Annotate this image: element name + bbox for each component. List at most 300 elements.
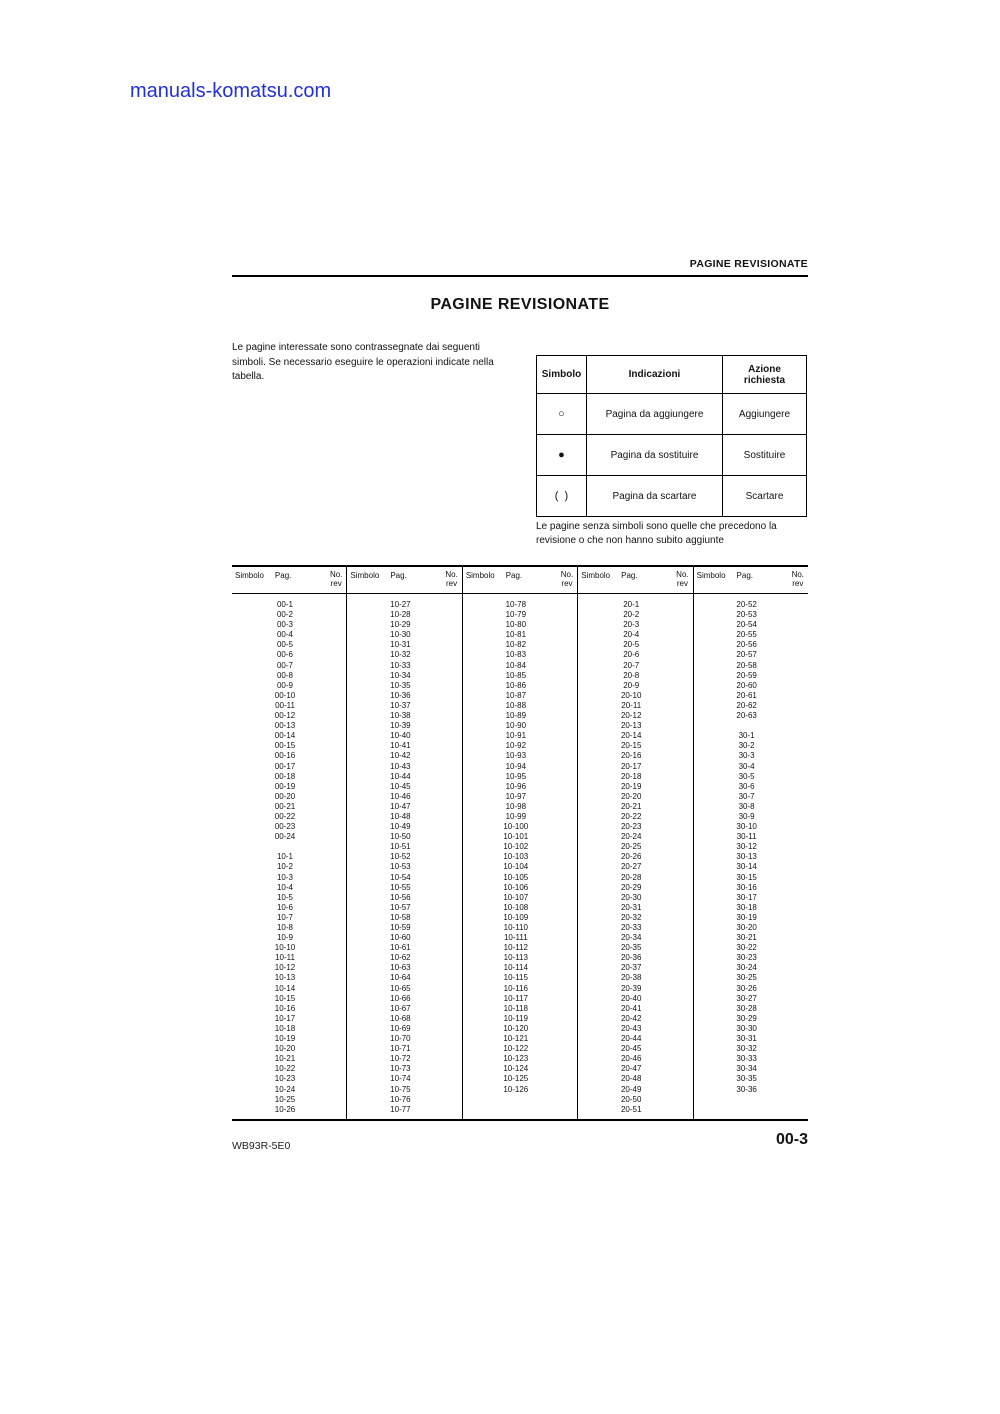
page-number: 10-42 bbox=[390, 751, 411, 761]
page-number bbox=[260, 842, 310, 852]
page-number: 10-95 bbox=[505, 771, 527, 781]
page-number: 10-55 bbox=[390, 882, 411, 892]
page-number: 10-30 bbox=[390, 630, 411, 640]
note-text: Le pagine senza simboli sono quelle che precedono la revisione o che non hanno subito aggiunte bbox=[536, 521, 777, 546]
col-header-rev: rev bbox=[561, 578, 573, 588]
page-number: 00-19 bbox=[274, 781, 296, 791]
page-number: 20-34 bbox=[620, 933, 642, 943]
page-number: 30-10 bbox=[736, 822, 757, 832]
page-number: 20-25 bbox=[620, 842, 642, 852]
page-number: 10-6 bbox=[276, 902, 293, 912]
page-number: 10-46 bbox=[390, 791, 411, 801]
page-number: 00-20 bbox=[274, 791, 296, 801]
page-number: 10-126 bbox=[503, 1084, 529, 1094]
page-number: 10-59 bbox=[390, 923, 411, 932]
pages-column-group-2 bbox=[347, 567, 462, 1119]
page-number: 20-44 bbox=[620, 1034, 642, 1044]
page-number: 20-55 bbox=[736, 630, 757, 640]
pages-column-header bbox=[347, 567, 461, 594]
pages-column-group-3 bbox=[463, 567, 578, 1119]
page-number: 20-37 bbox=[620, 963, 642, 973]
page-number: 10-64 bbox=[390, 973, 411, 983]
page-number: 10-31 bbox=[390, 640, 411, 650]
page-number: 00-7 bbox=[276, 660, 293, 670]
page-number: 10-14 bbox=[274, 983, 296, 993]
col-header-simbolo: Simbolo bbox=[235, 571, 264, 580]
pages-column-group-4 bbox=[578, 567, 693, 1119]
page-number: 10-69 bbox=[390, 1023, 411, 1033]
page-number: 20-19 bbox=[620, 781, 642, 791]
col-header-no: No. bbox=[676, 570, 689, 579]
col-header-rev: rev bbox=[330, 578, 342, 588]
col-header-pag: Pag. bbox=[274, 571, 292, 580]
page-number: 30-34 bbox=[736, 1064, 757, 1074]
page-number: 10-51 bbox=[390, 842, 411, 852]
page-number: 10-32 bbox=[390, 650, 411, 660]
page-number: 10-115 bbox=[503, 973, 528, 983]
page-number: 10-97 bbox=[505, 791, 527, 801]
page-number: 20-14 bbox=[620, 731, 642, 741]
page-number: 20-32 bbox=[620, 912, 642, 922]
intro-text: Le pagine interessate sono contrassegnate dai seguenti simboli. Se necessario eseguire le operazioni indicate nella tabella. bbox=[232, 342, 494, 382]
page-number: 20-61 bbox=[736, 690, 757, 700]
running-header: PAGINE REVISIONATE bbox=[689, 258, 808, 270]
page-number: 10-81 bbox=[505, 630, 527, 640]
page-number: 20-62 bbox=[736, 700, 757, 710]
page-number: 20-17 bbox=[620, 761, 642, 771]
page-number: 10-119 bbox=[503, 1013, 528, 1023]
page-number: 20-8 bbox=[623, 670, 640, 680]
page-number: 10-62 bbox=[390, 953, 411, 963]
page-number: 10-54 bbox=[390, 872, 411, 882]
col-header-simbolo: Simbolo bbox=[350, 571, 380, 580]
page-number: 00-2 bbox=[276, 610, 293, 620]
page-number: 10-44 bbox=[390, 771, 411, 781]
indicazione-add: Pagina da aggiungere bbox=[587, 394, 723, 435]
page-number: 30-5 bbox=[738, 771, 755, 781]
page-number: 10-72 bbox=[390, 1054, 411, 1064]
page-number: 20-63 bbox=[736, 711, 757, 721]
page-number-list bbox=[694, 594, 808, 1095]
page-number: 30-9 bbox=[738, 811, 755, 821]
page-number: 30-13 bbox=[736, 852, 757, 862]
page-number-list bbox=[232, 594, 346, 1115]
page-number: 20-12 bbox=[620, 711, 642, 721]
page-number: 10-101 bbox=[503, 832, 529, 842]
page-number: 10-103 bbox=[503, 852, 529, 862]
page-number: 00-18 bbox=[274, 771, 296, 781]
page-number-list bbox=[463, 594, 577, 1095]
col-header-simbolo: Simbolo bbox=[465, 571, 495, 580]
page-number: 10-80 bbox=[505, 620, 527, 630]
page-number: 10-7 bbox=[276, 912, 293, 922]
pages-column-header bbox=[232, 567, 346, 594]
col-header-pag: Pag. bbox=[505, 571, 523, 580]
page-number: 20-50 bbox=[620, 1094, 642, 1104]
page-number: 10-99 bbox=[505, 811, 527, 821]
page-number: 20-20 bbox=[620, 791, 642, 801]
page-number: 20-21 bbox=[620, 801, 642, 811]
col-header-no-rev bbox=[330, 571, 342, 588]
page-number: 10-71 bbox=[390, 1044, 411, 1054]
page-number: 10-29 bbox=[390, 620, 411, 630]
page-number: 10-121 bbox=[503, 1034, 529, 1044]
page-number: 10-91 bbox=[505, 731, 527, 741]
page-number: 10-98 bbox=[505, 801, 527, 811]
col-header-rev: rev bbox=[792, 578, 804, 588]
page-number: 00-1 bbox=[276, 600, 293, 609]
page-number: 20-11 bbox=[621, 700, 642, 710]
pages-column-group-5 bbox=[694, 567, 808, 1119]
col-header-pag: Pag. bbox=[736, 571, 753, 580]
col-header-no-rev bbox=[561, 571, 573, 588]
page-number: 20-22 bbox=[620, 811, 642, 821]
page-number: 20-43 bbox=[620, 1023, 642, 1033]
page-number: 10-1 bbox=[276, 852, 293, 862]
page-number: 10-2 bbox=[276, 862, 293, 872]
page-number: 30-25 bbox=[736, 973, 757, 983]
col-header-no: No. bbox=[445, 570, 458, 579]
page-number: 10-56 bbox=[390, 892, 411, 902]
pages-column-header bbox=[578, 567, 692, 594]
page-number: 10-49 bbox=[390, 822, 411, 832]
indicazione-replace: Pagina da sostituire bbox=[587, 435, 723, 476]
azione-discard: Scartare bbox=[723, 476, 807, 517]
page-number: 10-82 bbox=[505, 640, 527, 650]
page-number bbox=[722, 721, 772, 731]
page-number: 10-60 bbox=[390, 933, 411, 943]
replace-page-dot-icon: ● bbox=[537, 435, 587, 476]
page-number: 10-78 bbox=[505, 600, 527, 609]
page-number: 10-76 bbox=[390, 1094, 411, 1104]
page-number: 30-18 bbox=[736, 902, 757, 912]
page-number: 10-16 bbox=[274, 1003, 296, 1013]
page-number: 10-36 bbox=[390, 690, 411, 700]
page-number: 10-22 bbox=[274, 1064, 296, 1074]
page-number: 10-109 bbox=[503, 912, 529, 922]
page-number: 10-105 bbox=[503, 872, 529, 882]
page-number: 10-112 bbox=[503, 943, 528, 953]
page-number: 00-9 bbox=[276, 680, 293, 690]
page-number: 20-9 bbox=[623, 680, 640, 690]
pages-column-header bbox=[463, 567, 577, 594]
page-number: 20-49 bbox=[620, 1084, 642, 1094]
page-number: 10-92 bbox=[505, 741, 527, 751]
page-number: 10-8 bbox=[276, 923, 293, 932]
col-header-simbolo: Simbolo bbox=[581, 571, 611, 580]
page-number-list bbox=[578, 594, 692, 1115]
page-number: 10-4 bbox=[276, 882, 293, 892]
page-number: 00-13 bbox=[274, 721, 296, 731]
page-number: 10-26 bbox=[274, 1104, 296, 1114]
page-number: 10-74 bbox=[390, 1074, 411, 1084]
page-number: 20-59 bbox=[736, 670, 757, 680]
col-header-no-rev bbox=[676, 571, 688, 588]
symbol-table-header-simbolo: Simbolo bbox=[537, 356, 587, 394]
page-number: 10-20 bbox=[274, 1044, 296, 1054]
col-header-no-rev bbox=[792, 571, 804, 588]
page-number: 10-47 bbox=[390, 801, 411, 811]
page-number: 20-38 bbox=[620, 973, 642, 983]
page-number: 10-70 bbox=[390, 1034, 411, 1044]
symbol-table bbox=[536, 355, 807, 517]
page-number: 10-37 bbox=[390, 700, 411, 710]
page-number: 10-38 bbox=[390, 711, 411, 721]
azione-add: Aggiungere bbox=[723, 394, 807, 435]
page-number: 00-11 bbox=[275, 700, 295, 710]
page-number: 30-28 bbox=[736, 1003, 757, 1013]
page-number: 30-32 bbox=[736, 1044, 757, 1054]
symbol-table-header-azione: Azione richiesta bbox=[723, 356, 807, 394]
page-number: 10-89 bbox=[505, 711, 527, 721]
page-number: 10-87 bbox=[505, 690, 527, 700]
page-number: 10-40 bbox=[390, 731, 411, 741]
page-number: 00-10 bbox=[274, 690, 296, 700]
discard-page-parentheses-icon: ( ) bbox=[537, 476, 587, 517]
page-number: 10-66 bbox=[390, 993, 411, 1003]
page-number: 00-6 bbox=[276, 650, 293, 660]
page-number: 20-58 bbox=[736, 660, 757, 670]
page-number: 20-35 bbox=[620, 943, 642, 953]
page-number: 00-24 bbox=[274, 832, 296, 842]
page-number: 10-24 bbox=[274, 1084, 296, 1094]
page-number: 10-12 bbox=[274, 963, 296, 973]
symbol-table-row-add bbox=[537, 394, 807, 435]
page-number: 10-9 bbox=[276, 933, 293, 943]
page-number: 10-65 bbox=[390, 983, 411, 993]
page-number: 30-33 bbox=[736, 1054, 757, 1064]
page-number: 00-8 bbox=[276, 670, 293, 680]
page-number: 20-57 bbox=[736, 650, 757, 660]
page-number: 20-53 bbox=[736, 610, 757, 620]
page-number: 10-11 bbox=[275, 953, 295, 963]
page-number: 00-12 bbox=[274, 711, 296, 721]
page-number: 20-18 bbox=[620, 771, 642, 781]
page-number: 10-104 bbox=[503, 862, 529, 872]
page-number: 20-52 bbox=[736, 600, 757, 609]
symbol-table-row-replace bbox=[537, 435, 807, 476]
page-number: 10-85 bbox=[505, 670, 527, 680]
page-number: 10-39 bbox=[390, 721, 411, 731]
footer-model-code: WB93R-5E0 bbox=[232, 1140, 291, 1152]
page-number: 10-84 bbox=[505, 660, 527, 670]
page-number: 20-36 bbox=[620, 953, 642, 963]
page-number: 30-21 bbox=[736, 933, 757, 943]
page-number: 10-19 bbox=[274, 1034, 296, 1044]
page-number: 20-31 bbox=[620, 902, 642, 912]
page-number: 20-6 bbox=[623, 650, 640, 660]
page-number: 30-22 bbox=[736, 943, 757, 953]
page-number: 10-35 bbox=[390, 680, 411, 690]
page-number: 10-102 bbox=[503, 842, 529, 852]
page-number: 10-124 bbox=[503, 1064, 529, 1074]
page-number: 00-15 bbox=[274, 741, 296, 751]
page-number: 30-29 bbox=[736, 1013, 757, 1023]
page-number: 20-41 bbox=[620, 1003, 642, 1013]
page-number: 10-111 bbox=[503, 933, 528, 943]
symbol-table-row-discard bbox=[537, 476, 807, 517]
col-header-rev: rev bbox=[676, 578, 688, 588]
page-number: 30-20 bbox=[736, 923, 757, 932]
page-number: 10-18 bbox=[274, 1023, 296, 1033]
page-number: 30-26 bbox=[736, 983, 757, 993]
col-header-pag: Pag. bbox=[390, 571, 407, 580]
page-number: 10-67 bbox=[390, 1003, 411, 1013]
page-number: 10-33 bbox=[390, 660, 411, 670]
page-number: 10-120 bbox=[503, 1023, 529, 1033]
footer-page-number: 00-3 bbox=[775, 1131, 808, 1148]
page-number: 10-116 bbox=[503, 983, 528, 993]
page-number: 00-3 bbox=[276, 620, 293, 630]
page-number: 20-56 bbox=[736, 640, 757, 650]
page-number: 10-106 bbox=[503, 882, 529, 892]
page-number: 30-17 bbox=[736, 892, 757, 902]
page-number: 10-63 bbox=[390, 963, 411, 973]
page-number: 20-16 bbox=[620, 751, 642, 761]
page-number: 10-100 bbox=[503, 822, 529, 832]
col-header-no: No. bbox=[329, 570, 343, 579]
page-number: 30-30 bbox=[736, 1023, 757, 1033]
page-number: 20-30 bbox=[620, 892, 642, 902]
page-number: 20-27 bbox=[620, 862, 642, 872]
page-number: 30-35 bbox=[736, 1074, 757, 1084]
page-number: 20-29 bbox=[620, 882, 642, 892]
page-number: 10-17 bbox=[274, 1013, 296, 1023]
page-number: 20-40 bbox=[620, 993, 642, 1003]
page-number: 10-83 bbox=[505, 650, 527, 660]
page-number: 10-79 bbox=[505, 610, 527, 620]
page-number: 10-53 bbox=[390, 862, 411, 872]
add-page-circle-icon: ○ bbox=[537, 394, 587, 435]
page-number: 30-11 bbox=[736, 832, 757, 842]
page-number: 10-15 bbox=[274, 993, 296, 1003]
page-number: 20-15 bbox=[620, 741, 642, 751]
col-header-rev: rev bbox=[446, 578, 458, 588]
indicazione-discard: Pagina da scartare bbox=[587, 476, 723, 517]
page-number: 10-52 bbox=[390, 852, 411, 862]
page-number: 10-123 bbox=[503, 1054, 529, 1064]
page-number: 00-4 bbox=[276, 630, 293, 640]
page-number: 20-23 bbox=[620, 822, 642, 832]
page-number: 10-107 bbox=[503, 892, 529, 902]
page-number: 20-42 bbox=[620, 1013, 642, 1023]
page-number: 10-114 bbox=[503, 963, 528, 973]
page-number: 10-5 bbox=[276, 892, 293, 902]
page-number: 20-28 bbox=[620, 872, 642, 882]
page-number: 10-43 bbox=[390, 761, 411, 771]
page-number: 10-75 bbox=[390, 1084, 411, 1094]
pages-column-header bbox=[694, 567, 808, 594]
page-number: 30-4 bbox=[738, 761, 755, 771]
page-number: 10-86 bbox=[505, 680, 527, 690]
page-number: 10-125 bbox=[503, 1074, 529, 1084]
azione-replace: Sostituire bbox=[723, 435, 807, 476]
page-number: 20-5 bbox=[623, 640, 640, 650]
page-number: 10-45 bbox=[390, 781, 411, 791]
page-number: 10-108 bbox=[503, 902, 529, 912]
col-header-no: No. bbox=[560, 570, 574, 579]
page-number: 10-93 bbox=[505, 751, 527, 761]
page-number: 30-24 bbox=[736, 963, 757, 973]
revised-pages-table bbox=[232, 565, 808, 1121]
col-header-no: No. bbox=[791, 570, 805, 579]
page-number: 10-117 bbox=[503, 993, 528, 1003]
page-number: 30-36 bbox=[736, 1084, 757, 1094]
page-number: 30-19 bbox=[736, 912, 757, 922]
page-number: 10-96 bbox=[505, 781, 527, 791]
page-number: 20-39 bbox=[620, 983, 642, 993]
page-number: 10-25 bbox=[274, 1094, 296, 1104]
watermark-link[interactable]: manuals-komatsu.com bbox=[130, 80, 332, 102]
page-number: 10-3 bbox=[276, 872, 293, 882]
page-number: 20-48 bbox=[620, 1074, 642, 1084]
page-number: 30-6 bbox=[738, 781, 755, 791]
col-header-pag: Pag. bbox=[621, 571, 638, 580]
page-number: 20-13 bbox=[620, 721, 642, 731]
col-header-simbolo: Simbolo bbox=[696, 571, 726, 580]
page-number: 10-48 bbox=[390, 811, 411, 821]
page-number: 10-50 bbox=[390, 832, 411, 842]
page-number: 30-14 bbox=[736, 862, 757, 872]
page-number: 30-8 bbox=[738, 801, 755, 811]
page-number: 20-54 bbox=[736, 620, 757, 630]
page-number: 10-13 bbox=[274, 973, 296, 983]
page-number: 10-21 bbox=[274, 1054, 296, 1064]
page-number: 00-22 bbox=[274, 811, 296, 821]
page-number: 20-2 bbox=[623, 610, 640, 620]
page-number: 10-90 bbox=[505, 721, 527, 731]
page-number: 30-3 bbox=[738, 751, 755, 761]
page-number: 30-23 bbox=[736, 953, 757, 963]
page-number: 00-16 bbox=[274, 751, 296, 761]
page-number: 20-26 bbox=[620, 852, 642, 862]
page-number: 20-60 bbox=[736, 680, 757, 690]
page-number: 10-68 bbox=[390, 1013, 411, 1023]
symbol-table-header-indicazioni: Indicazioni bbox=[587, 356, 723, 394]
page-number: 20-24 bbox=[620, 832, 642, 842]
page-number: 00-5 bbox=[276, 640, 293, 650]
header-rule bbox=[232, 275, 808, 277]
page-number: 10-28 bbox=[390, 610, 411, 620]
page-number: 30-1 bbox=[738, 731, 755, 741]
page-number: 10-113 bbox=[503, 953, 528, 963]
page-number: 10-118 bbox=[503, 1003, 528, 1013]
page-number: 10-61 bbox=[390, 943, 411, 953]
page-number: 30-27 bbox=[736, 993, 757, 1003]
page-number: 10-110 bbox=[503, 923, 528, 932]
page-number: 20-7 bbox=[623, 660, 640, 670]
page-number: 10-10 bbox=[274, 943, 296, 953]
page-number: 10-27 bbox=[390, 600, 411, 609]
page-number: 30-15 bbox=[736, 872, 757, 882]
page-number: 20-3 bbox=[623, 620, 640, 630]
page-number: 30-12 bbox=[736, 842, 757, 852]
page-number: 10-73 bbox=[390, 1064, 411, 1074]
page-number: 10-41 bbox=[390, 741, 411, 751]
page-number-list bbox=[347, 594, 461, 1115]
page-number: 10-57 bbox=[390, 902, 411, 912]
page-number: 30-31 bbox=[736, 1034, 757, 1044]
page-number: 20-45 bbox=[620, 1044, 642, 1054]
page-number: 10-77 bbox=[390, 1104, 411, 1114]
symbol-table-header-row bbox=[537, 356, 807, 394]
page-number: 30-16 bbox=[736, 882, 757, 892]
page-number: 00-14 bbox=[274, 731, 296, 741]
page-number: 30-2 bbox=[738, 741, 755, 751]
page-number: 20-47 bbox=[620, 1064, 642, 1074]
page-number: 10-94 bbox=[505, 761, 527, 771]
page-number: 30-7 bbox=[738, 791, 755, 801]
